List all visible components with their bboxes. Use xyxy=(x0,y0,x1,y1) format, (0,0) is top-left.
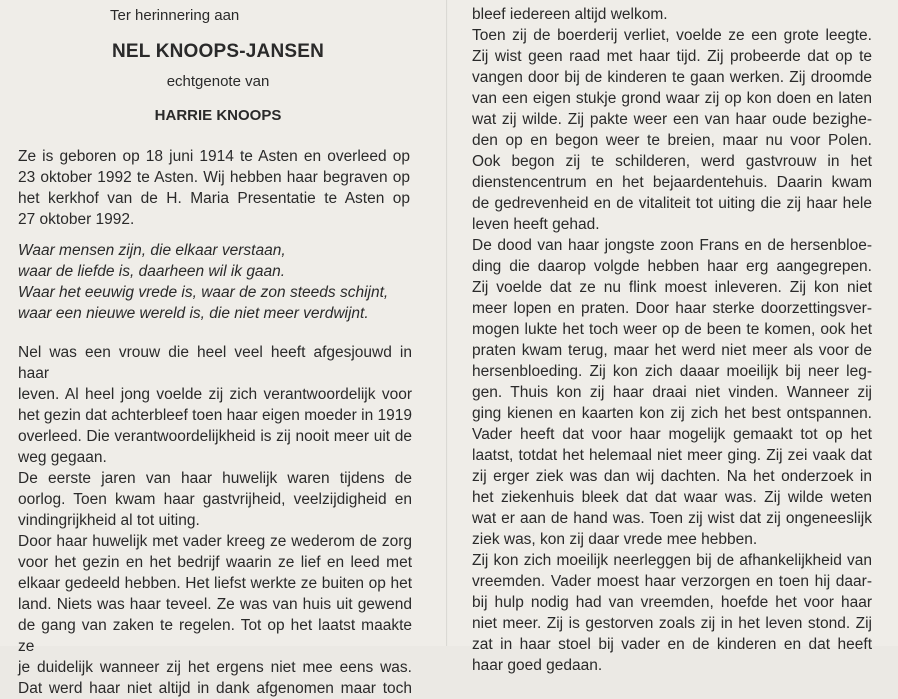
story-line: Zij wist geen raad met haar tijd. Zij probeerde dat op te xyxy=(472,48,872,65)
story-line: Zij voelde dat ze nu flink moest inleveren. Zij kon niet xyxy=(472,279,872,296)
intro-text: Ter herinnering aan xyxy=(110,7,240,24)
story-line: dienstencentrum en het bejaardentehuis. Daarin kwam xyxy=(472,174,872,191)
story-line: Nel was een vrouw die heel veel heeft afgesjouwd in haar xyxy=(18,344,412,382)
story-line: meer lopen en praten. Door haar sterke doorzettingsver- xyxy=(472,300,872,317)
story-line: vreemden. Vader moest haar verzorgen en toen hij daar- xyxy=(472,573,872,590)
story-line: Ook begon zij te schilderen, werd gastvrouw in het xyxy=(472,153,872,170)
story-line: den op en begon weer te breien, maar nu voor Polen. xyxy=(472,132,872,149)
story-line: bij hulp nodig had van vreemden, hoefde het voor haar xyxy=(472,594,872,611)
story-line: haar goed gedaan. xyxy=(472,657,603,674)
story-line: ging kienen en kaarten kon zij zich het best ontspannen. xyxy=(472,405,872,422)
story-line: Dat werd haar niet altijd in dank afgenomen maar toch xyxy=(18,680,412,697)
story-line: leven. Al heel jong voelde zij zich verantwoordelijk voor xyxy=(18,386,412,403)
story-line: leven heeft gehad. xyxy=(472,216,600,233)
story-line: Door haar huwelijk met vader kreeg ze wederom de zorg xyxy=(18,533,412,550)
bio-line: het kerkhof van de H. Maria Presentatie te Asten op xyxy=(18,190,410,207)
story-paragraph xyxy=(18,342,412,699)
story-line: elkaar gedeeld hebben. Het liefst werkte ze buiten op het xyxy=(18,575,412,592)
spouse-name: HARRIE KNOOPS xyxy=(154,107,282,124)
story-line: wat er aan de hand was. Toen zij wist dat zij ongeneeslijk xyxy=(472,510,872,527)
story-line: ding die daarop volgde hebben haar erg aangegrepen. xyxy=(472,258,872,275)
story-line: de gang van zaken te regelen. Tot op het laatst maakte ze xyxy=(18,617,412,655)
story-line: vangen door bij de kinderen te gaan werken. Zij droomde xyxy=(472,69,872,86)
story-line: wat zij wilde. Zij pakte weer een van haar oude bezighe- xyxy=(472,111,872,128)
story-line: je duidelijk wanneer zij het ergens niet mee eens was. xyxy=(18,659,412,676)
deceased-name: NEL KNOOPS-JANSEN xyxy=(111,41,325,62)
story-line: De dood van haar jongste zoon Frans en de hersenbloe- xyxy=(472,237,872,254)
story-line: mogen lukte het toch weer op de been te komen, ook het xyxy=(472,321,872,338)
story-line: laatst, totdat het helemaal niet meer ging. Zij zei vaak dat xyxy=(472,447,872,464)
bio-line: 27 oktober 1992. xyxy=(18,211,135,228)
story-line: praten kwam terug, maar het werd niet meer als voor de xyxy=(472,342,872,359)
poem-line: waar de liefde is, daarheen wil ik gaan. xyxy=(18,263,286,280)
story-line: Zij kon zich moeilijk neerleggen bij de afhankelijkheid van xyxy=(472,552,872,569)
story-line: De eerste jaren van haar huwelijk waren tijdens de xyxy=(18,470,412,487)
story-line: de gedrevenheid en de vitaliteit tot uiting die zij haar hele xyxy=(472,195,872,212)
story-line: overleed. Die verantwoordelijkheid is zij nooit meer uit de xyxy=(18,428,412,445)
story-line: het ziekenhuis bleek dat dat waar was. Zij wilde weten xyxy=(472,489,872,506)
left-page xyxy=(18,0,418,697)
story-line: bleef iedereen altijd welkom. xyxy=(472,6,668,23)
story-line: zij erger ziek was dan wij dachten. Na het onderzoek in xyxy=(472,468,872,485)
story-line: weg gegaan. xyxy=(18,449,107,466)
story-line: oorlog. Toen kwam haar gastvrijheid, veelzijdigheid en xyxy=(18,491,412,508)
poem-line: Waar het eeuwig vrede is, waar de zon steeds schijnt, xyxy=(18,284,389,301)
story-line: zat in haar stoel bij vader en de kinderen en dat heeft xyxy=(472,636,872,653)
story-line: hersenbloeding. Zij kon zich daaar moeilijk bij neer leg- xyxy=(472,363,872,380)
poem xyxy=(18,240,388,324)
bio-line: Ze is geboren op 18 juni 1914 te Asten en overleed op xyxy=(18,148,410,165)
poem-line: waar een nieuwe wereld is, die niet meer verdwijnt. xyxy=(18,305,369,322)
story-line: het gezin dat achterbleef toen haar eigen moeder in 1919 xyxy=(18,407,412,424)
story-line: voor het gezin en het bedrijf waarin ze lief en leed met xyxy=(18,554,412,571)
poem-line: Waar mensen zijn, die elkaar verstaan, xyxy=(18,242,286,259)
story-line: van een eigen stukje grond waar zij op kon doen en laten xyxy=(472,90,872,107)
card-fold xyxy=(446,0,448,646)
story-line: Vader heeft dat voor haar mogelijk gemaakt tot op het xyxy=(472,426,872,443)
story-line: vindingrijkheid al tot uiting. xyxy=(18,512,200,529)
story-line: land. Niets was haar teveel. Ze was van huis uit gewend xyxy=(18,596,412,613)
story-line: ziek was, kon zij daar vrede mee hebben. xyxy=(472,531,758,548)
story-line: Toen zij de boerderij verliet, voelde ze een grote leegte. xyxy=(472,27,872,44)
story-line: niet meer. Zij is gestorven zoals zij in het leven stond. Zij xyxy=(472,615,872,632)
spouse-prefix: echtgenote van xyxy=(166,73,270,90)
continued-story xyxy=(472,4,872,676)
bio-paragraph xyxy=(18,146,410,230)
story-line: gen. Thuis kon zij haar draai niet vinden. Wanneer zij xyxy=(472,384,872,401)
bio-line: 23 oktober 1992 te Asten. Wij hebben haar begraven op xyxy=(18,169,410,186)
right-page xyxy=(472,0,874,674)
